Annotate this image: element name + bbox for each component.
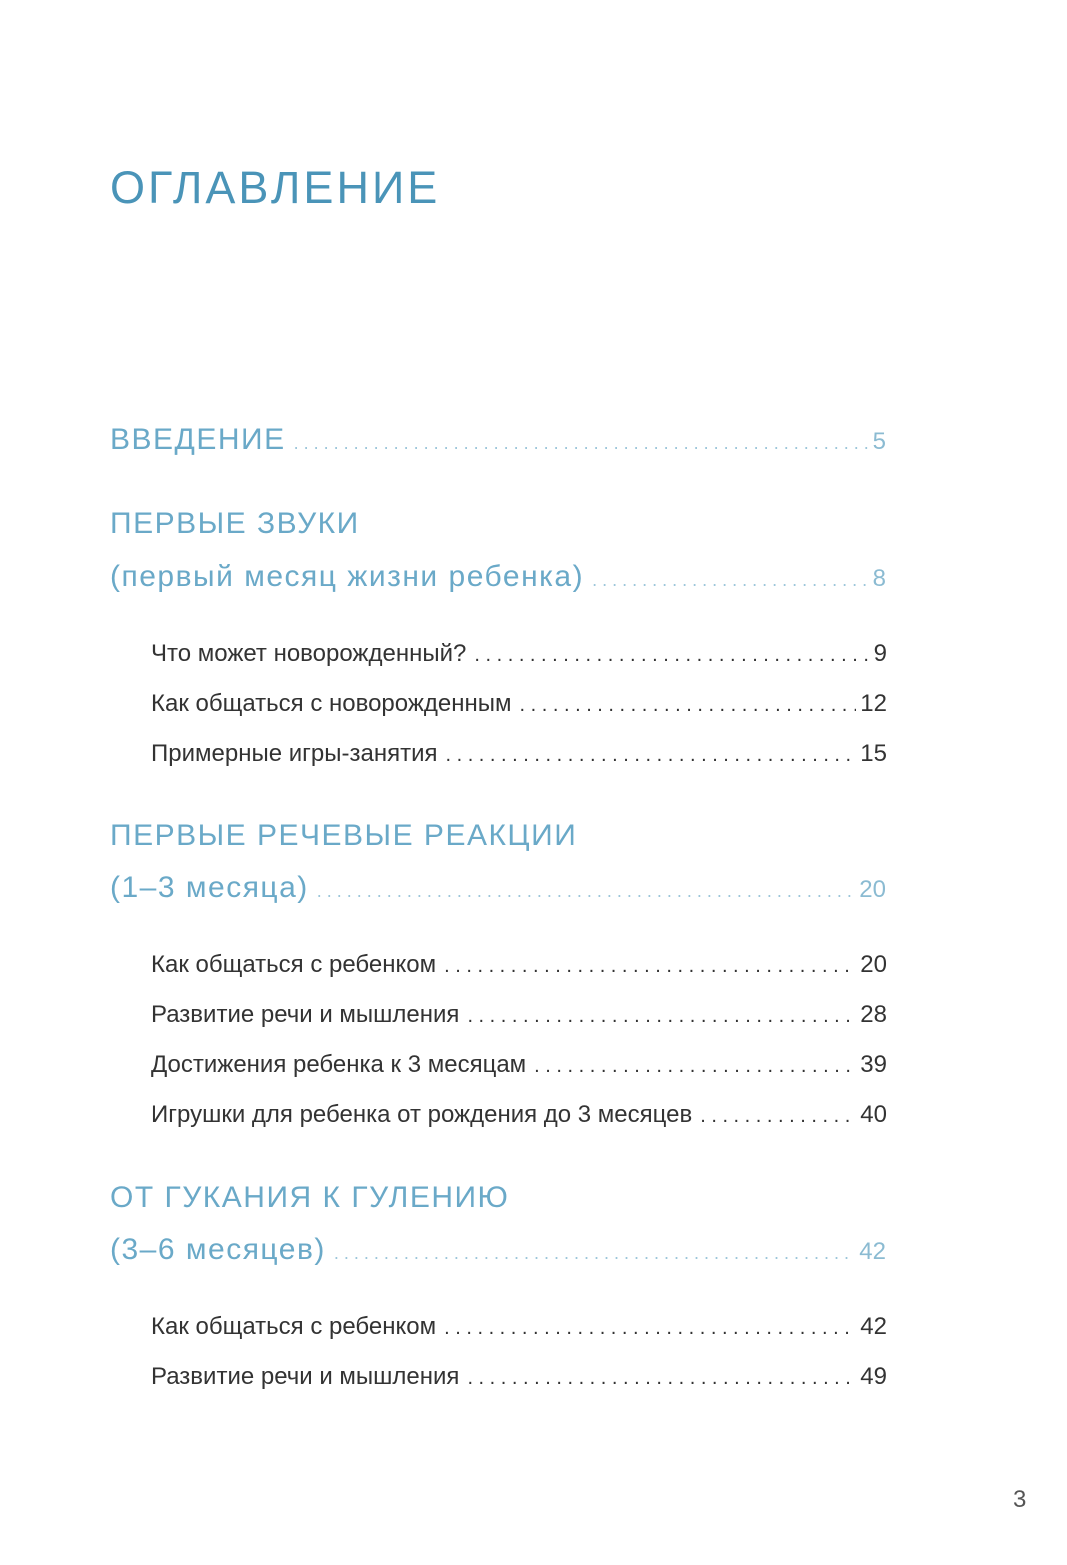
section-heading: ПЕРВЫЕ ЗВУКИ — [110, 507, 360, 540]
toc-entry-page: 49 — [860, 1363, 887, 1390]
section-heading: ПЕРВЫЕ РЕЧЕВЫЕ РЕАКЦИИ — [110, 819, 578, 852]
toc-entry-section[interactable] — [110, 1233, 886, 1267]
dot-leader — [317, 881, 856, 902]
toc-entry-label: (1–3 месяца) — [110, 871, 309, 904]
toc-entry-page: 12 — [860, 690, 887, 717]
toc-entry-label: Что может новорожденный? — [151, 640, 467, 667]
toc-entry[interactable] — [151, 690, 887, 718]
page-number: 3 — [1013, 1486, 1027, 1513]
toc-entry-label: Как общаться с ребенком — [151, 1313, 437, 1340]
page-title: ОГЛАВЛЕНИЕ — [110, 162, 441, 213]
dot-leader — [444, 1317, 856, 1340]
toc-entry-page: 42 — [860, 1313, 887, 1340]
dot-leader — [444, 955, 856, 978]
toc-entry[interactable] — [151, 640, 887, 668]
toc-entry-label: Как общаться с ребенком — [151, 951, 437, 978]
toc-entry-label: (3–6 месяцев) — [110, 1233, 326, 1266]
toc-entry[interactable] — [151, 951, 887, 979]
toc-entry-page: 8 — [872, 565, 886, 592]
toc-entry-page: 20 — [860, 951, 887, 978]
toc-entry-intro[interactable] — [110, 423, 886, 457]
dot-leader — [534, 1055, 856, 1078]
dot-leader — [520, 694, 857, 717]
toc-entry-page: 5 — [872, 428, 886, 455]
toc-entry[interactable] — [151, 1313, 887, 1341]
dot-leader — [700, 1105, 856, 1128]
toc-entry-section[interactable] — [110, 871, 886, 905]
toc-entry-page: 20 — [859, 876, 886, 903]
toc-entry[interactable] — [151, 1001, 887, 1029]
dot-leader — [467, 1367, 856, 1390]
toc-entry-label: Игрушки для ребенка от рождения до 3 месяцев — [151, 1101, 693, 1128]
toc-entry[interactable] — [151, 1101, 887, 1129]
dot-leader — [334, 1243, 855, 1264]
toc-entry-label: Примерные игры-занятия — [151, 740, 438, 767]
toc-entry-label: Как общаться с новорожденным — [151, 690, 512, 717]
toc-entry-section[interactable] — [110, 560, 886, 594]
dot-leader — [445, 744, 856, 767]
toc-entry-page: 42 — [859, 1238, 886, 1265]
toc-entry-page: 15 — [860, 740, 887, 767]
toc-entry-label: Развитие речи и мышления — [151, 1001, 460, 1028]
section-heading: ОТ ГУКАНИЯ К ГУЛЕНИЮ — [110, 1181, 510, 1214]
toc-entry[interactable] — [151, 1363, 887, 1391]
toc-entry-page: 28 — [860, 1001, 887, 1028]
toc-entry[interactable] — [151, 740, 887, 768]
toc-entry-label: Достижения ребенка к 3 месяцам — [151, 1051, 527, 1078]
toc-entry-page: 39 — [860, 1051, 887, 1078]
dot-leader — [592, 570, 869, 591]
toc-entry-label: ВВЕДЕНИЕ — [110, 423, 286, 456]
dot-leader — [294, 433, 869, 454]
toc-entry-page: 40 — [860, 1101, 887, 1128]
toc-entry-label: Развитие речи и мышления — [151, 1363, 460, 1390]
toc-entry-page: 9 — [873, 640, 887, 667]
toc-entry-label: (первый месяц жизни ребенка) — [110, 560, 585, 593]
dot-leader — [467, 1005, 856, 1028]
toc-entry[interactable] — [151, 1051, 887, 1079]
dot-leader — [474, 644, 869, 667]
